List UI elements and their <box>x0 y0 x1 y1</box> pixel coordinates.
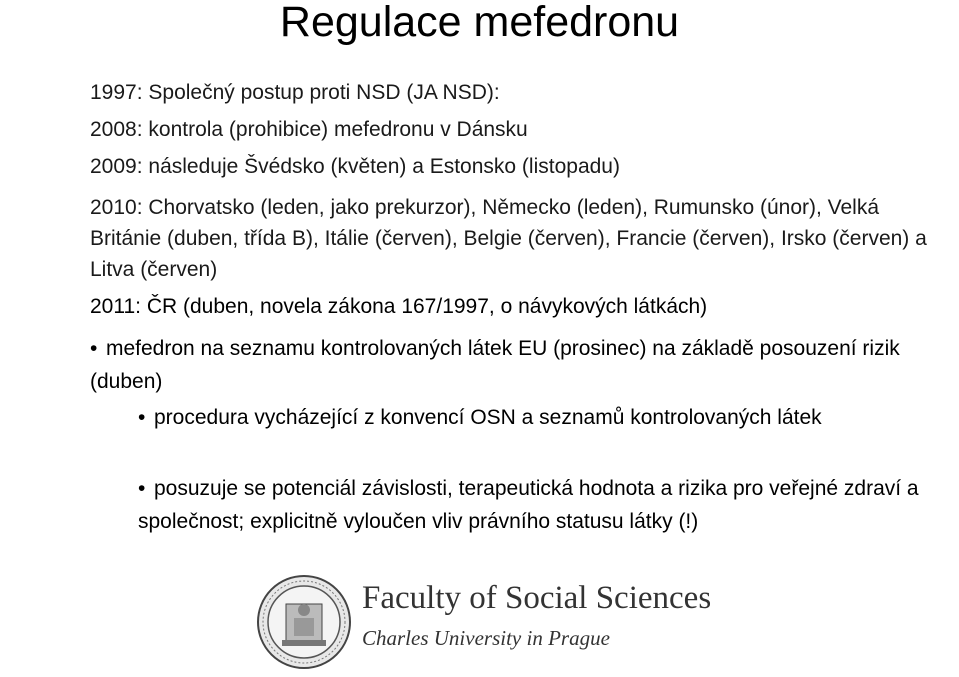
bullet-icon: • <box>138 406 146 429</box>
university-seal-icon <box>256 574 352 670</box>
slide-title: Regulace mefedronu <box>279 0 680 46</box>
timeline-2008: 2008: kontrola (prohibice) mefedronu v Dánsku <box>90 118 528 141</box>
bullet-sub-1-text: procedura vycházející z konvencí OSN a seznamů kontrolovaných látek <box>154 406 822 429</box>
bullet-icon: • <box>90 337 98 360</box>
faculty-logo <box>256 574 712 674</box>
timeline-2011: 2011: ČR (duben, novela zákona 167/1997, o návykových látkách) <box>90 295 708 318</box>
timeline-1997: 1997: Společný postup proti NSD (JA NSD): <box>90 81 500 104</box>
bullet-sub-2 <box>138 472 948 538</box>
timeline-2010: 2010: Chorvatsko (leden, jako prekurzor), Německo (leden), Rumunsko (únor), Velká Británie (duben, třída B), Itálie (červen), Belgie (červen), Francie (červen), Irsko (červen) a Litva (červen) <box>90 196 927 281</box>
bullet-main <box>90 332 950 398</box>
faculty-name: Faculty of Social Sciences <box>362 580 712 616</box>
university-name: Charles University in Prague <box>362 626 610 650</box>
bullet-sub-2-text: posuzuje se potenciál závislosti, terapeutická hodnota a rizika pro veřejné zdraví a společnost; explicitně vyloučen vliv právního statusu látky (!) <box>138 477 919 533</box>
bullet-sub-1 <box>138 401 948 434</box>
bullet-icon: • <box>138 477 146 500</box>
bullet-main-text: mefedron na seznamu kontrolovaných látek EU (prosinec) na základě posouzení rizik (duben) <box>90 337 900 393</box>
timeline-2009: 2009: následuje Švédsko (květen) a Estonsko (listopadu) <box>90 155 620 178</box>
